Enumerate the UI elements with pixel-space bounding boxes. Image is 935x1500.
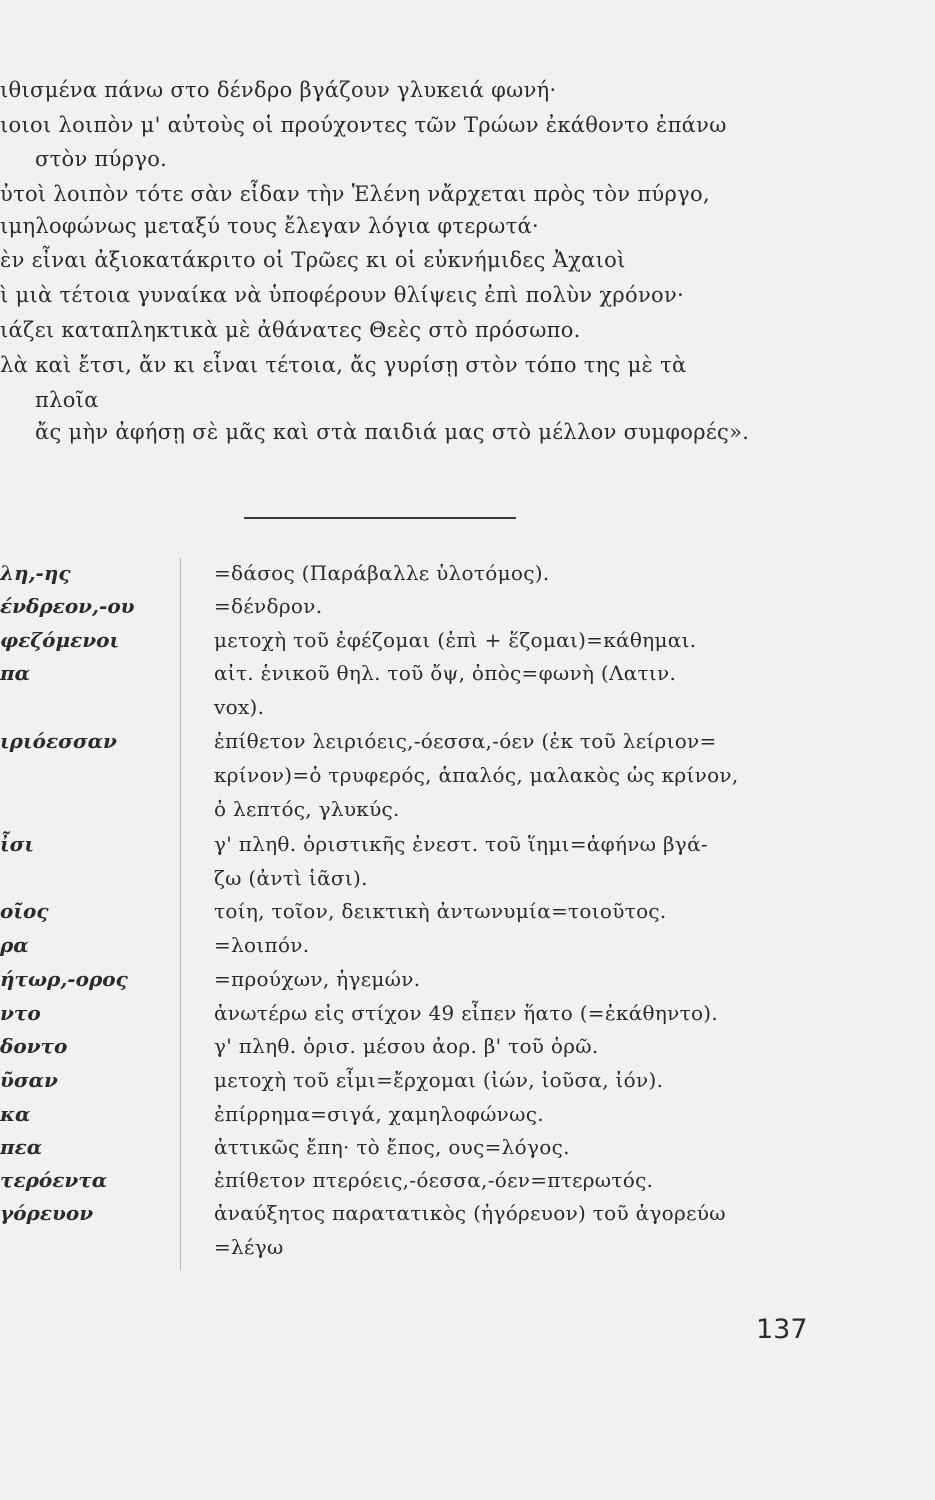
glossary-headword: λη,-ης — [0, 561, 71, 585]
glossary-headword: οῖος — [0, 899, 49, 923]
verse-line: ὐτοὶ λοιπὸν τότε σὰν εἶδαν τὴν Ἑλένη νἄρχεται πρὸς τὸν πύργο, — [0, 182, 710, 206]
glossary-headword: ένδρεον,-ου — [0, 594, 135, 618]
glossary-headword: ἶσι — [0, 832, 35, 856]
verse-line: λὰ καὶ ἔτσι, ἄν κι εἶναι τέτοια, ἄς γυρίσῃ στὸν τόπο της μὲ τὰ — [0, 353, 687, 377]
glossary-headword: ντο — [0, 1001, 41, 1025]
glossary-gloss: γ' πληθ. ὁριστικῆς ἐνεστ. τοῦ ἵημι=ἀφήνω βγά- — [214, 832, 708, 856]
glossary-gloss: =δένδρον. — [214, 594, 323, 618]
verse-line: ὲν εἶναι ἀξιοκατάκριτο οἱ Τρῶες κι οἱ εὐκνήμιδες Ἀχαιοὶ — [0, 248, 626, 272]
glossary-gloss: τοίη, τοῖον, δεικτικὴ ἀντωνυμία=τοιοῦτος. — [214, 899, 667, 923]
glossary-headword: πεα — [0, 1135, 43, 1159]
glossary-gloss: ἀναύξητος παρατατικὸς (ἠγόρευον) τοῦ ἀγορεύω — [214, 1201, 726, 1225]
glossary-gloss: μετοχὴ τοῦ εἶμι=ἔρχομαι (ἰών, ἰοῦσα, ἰόν). — [214, 1068, 664, 1092]
verse-line: ιμηλοφώνως μεταξύ τους ἔλεγαν λόγια φτερωτά· — [0, 214, 539, 238]
section-divider — [244, 517, 516, 519]
glossary-gloss: ζω (ἀντὶ ἱᾶσι). — [214, 866, 368, 890]
glossary-gloss: ὁ λεπτός, γλυκύς. — [214, 797, 400, 821]
glossary-gloss: vox). — [214, 695, 265, 719]
glossary-gloss: ἐπίθετον λειριόεις,-όεσσα,-όεν (ἐκ τοῦ λείριον= — [214, 729, 717, 753]
glossary-headword: ήτωρ,-ορος — [0, 967, 128, 991]
page-number: 137 — [756, 1314, 808, 1345]
glossary-gloss: =προύχων, ἡγεμών. — [214, 967, 421, 991]
verse-line: ιοιοι λοιπὸν μ' αὐτοὺς οἱ προύχοντες τῶν Τρώων ἐκάθοντο ἐπάνω — [0, 113, 727, 137]
glossary-gloss: αἰτ. ἑνικοῦ θηλ. τοῦ ὄψ, ὀπὸς=φωνὴ (Λατιν. — [214, 661, 677, 685]
glossary-headword: τερόεντα — [0, 1168, 108, 1192]
glossary-headword: ιριόεσσαν — [0, 729, 117, 753]
verse-line: στὸν πύργο. — [35, 147, 168, 171]
verse-line: ἄς μὴν ἀφήσῃ σὲ μᾶς καὶ στὰ παιδιά μας στὸ μέλλον συμφορές». — [35, 420, 750, 444]
glossary-gloss: ἐπίθετον πτερόεις,-όεσσα,-όεν=πτερωτός. — [214, 1168, 654, 1192]
glossary-gloss: ἀττικῶς ἔπη· τὸ ἔπος, ους=λόγος. — [214, 1135, 570, 1159]
glossary-gloss: ἀνωτέρω εἰς στίχον 49 εἶπεν ἥατο (=ἐκάθηντο). — [214, 1001, 719, 1025]
verse-line: ιθισμένα πάνω στο δένδρο βγάζουν γλυκειά φωνή· — [0, 78, 557, 102]
glossary-headword: δοντο — [0, 1034, 68, 1058]
glossary-gloss: μετοχὴ τοῦ ἐφέζομαι (ἐπὶ + ἕζομαι)=κάθημαι. — [214, 628, 697, 652]
glossary-headword: φεζόμενοι — [0, 628, 120, 652]
glossary-headword: ρα — [0, 933, 29, 957]
glossary-headword: γόρευον — [0, 1201, 94, 1225]
verse-line: πλοῖα — [35, 388, 99, 412]
verse-line: ὶ μιὰ τέτοια γυναίκα νὰ ὑποφέρουν θλίψεις ἐπὶ πολὺν χρόνον· — [0, 283, 684, 307]
glossary-headword: ῦσαν — [0, 1068, 58, 1092]
glossary-column-rule — [180, 558, 181, 1270]
verse-line: ιάζει καταπληκτικὰ μὲ ἀθάνατες Θεὲς στὸ πρόσωπο. — [0, 318, 581, 342]
glossary-gloss: =λοιπόν. — [214, 933, 310, 957]
glossary-gloss: =δάσος (Παράβαλλε ὑλοτόμος). — [214, 561, 550, 585]
glossary-gloss: ἐπίρρημα=σιγά, χαμηλοφώνως. — [214, 1102, 544, 1126]
glossary-gloss: γ' πληθ. ὁρισ. μέσου ἀορ. β' τοῦ ὁρῶ. — [214, 1034, 599, 1058]
glossary-gloss: =λέγω — [214, 1235, 284, 1259]
glossary-gloss: κρίνον)=ὁ τρυφερός, ἁπαλός, μαλακὸς ὡς κρίνον, — [214, 763, 739, 787]
glossary-headword: πα — [0, 661, 31, 685]
glossary-headword: κα — [0, 1102, 31, 1126]
